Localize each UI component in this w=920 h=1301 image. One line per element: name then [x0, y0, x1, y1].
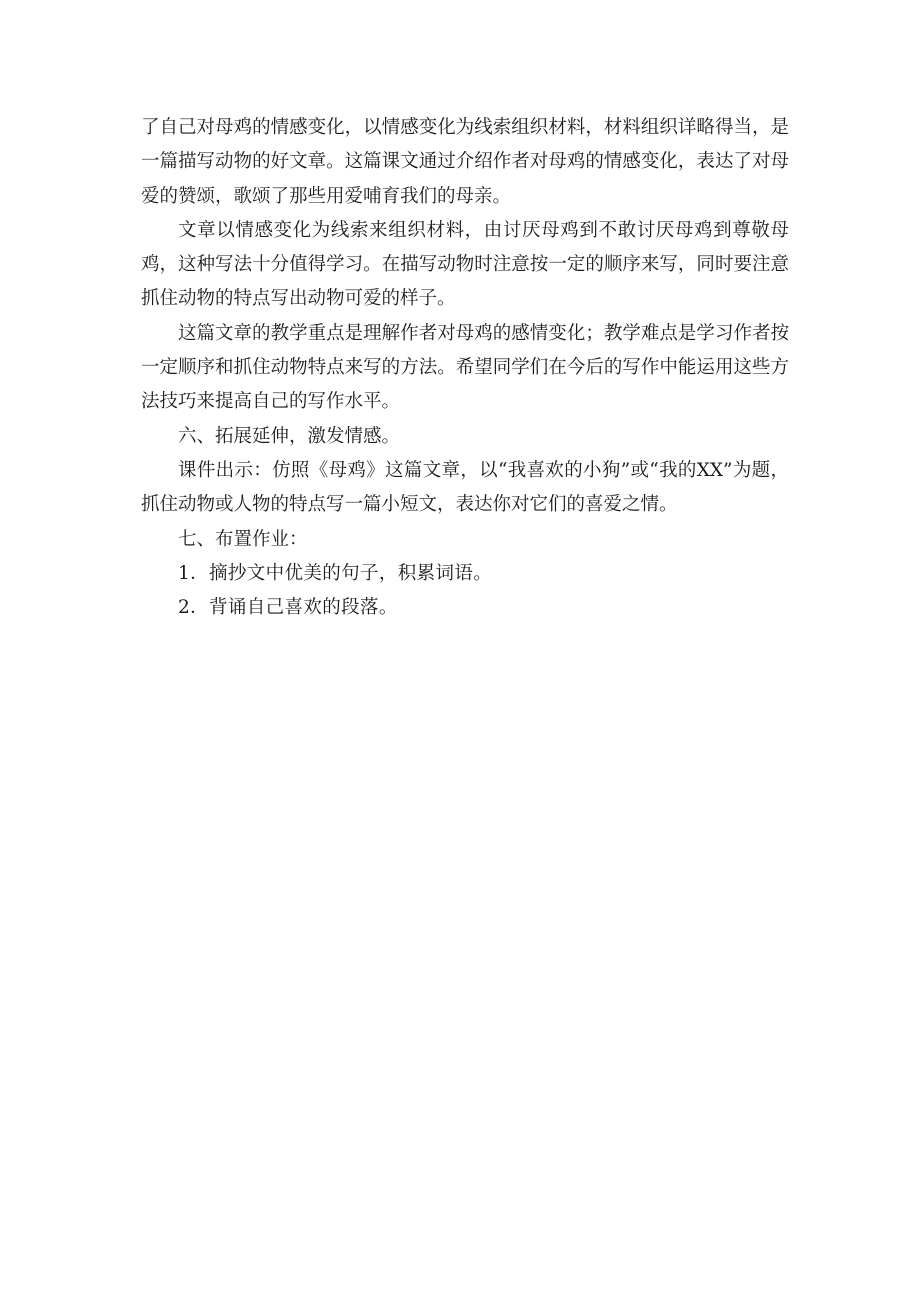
paragraph-summary: 了自己对母鸡的情感变化，以情感变化为线索组织材料，材料组织详略得当，是一篇描写动物的好文章。这篇课文通过介绍作者对母鸡的情感变化，表达了对母爱的赞颂，歌颂了那些用爱哺育我们的母亲。	[141, 117, 789, 207]
paragraph-writing-task: 课件出示：仿照《母鸡》这篇文章，以“我喜欢的小狗”或“我的XX”为题，抓住动物或人物的特点写一篇小短文，表达你对它们的喜爱之情。	[141, 459, 789, 516]
homework-item: 2．背诵自己喜欢的段落。	[178, 597, 398, 619]
paragraph-teaching-focus: 这篇文章的教学重点是理解作者对母鸡的感情变化；教学难点是学习作者按一定顺序和抓住动物特点来写的方法。希望同学们在今后的写作中能运用这些方法技巧来提高自己的写作水平。	[141, 322, 789, 413]
section-heading-extension: 六、拓展延伸，激发情感。	[178, 425, 401, 447]
paragraph-structure: 文章以情感变化为线索来组织材料，由讨厌母鸡到不敢讨厌母鸡到尊敬母鸡，这种写法十分值得学习。在描写动物时注意按一定的顺序来写，同时要注意抓住动物的特点写出动物可爱的样子。	[141, 219, 789, 310]
document-page	[141, 111, 789, 625]
homework-item: 1．摘抄文中优美的句子，积累词语。	[178, 562, 493, 584]
section-heading-homework: 七、布置作业：	[178, 528, 308, 550]
